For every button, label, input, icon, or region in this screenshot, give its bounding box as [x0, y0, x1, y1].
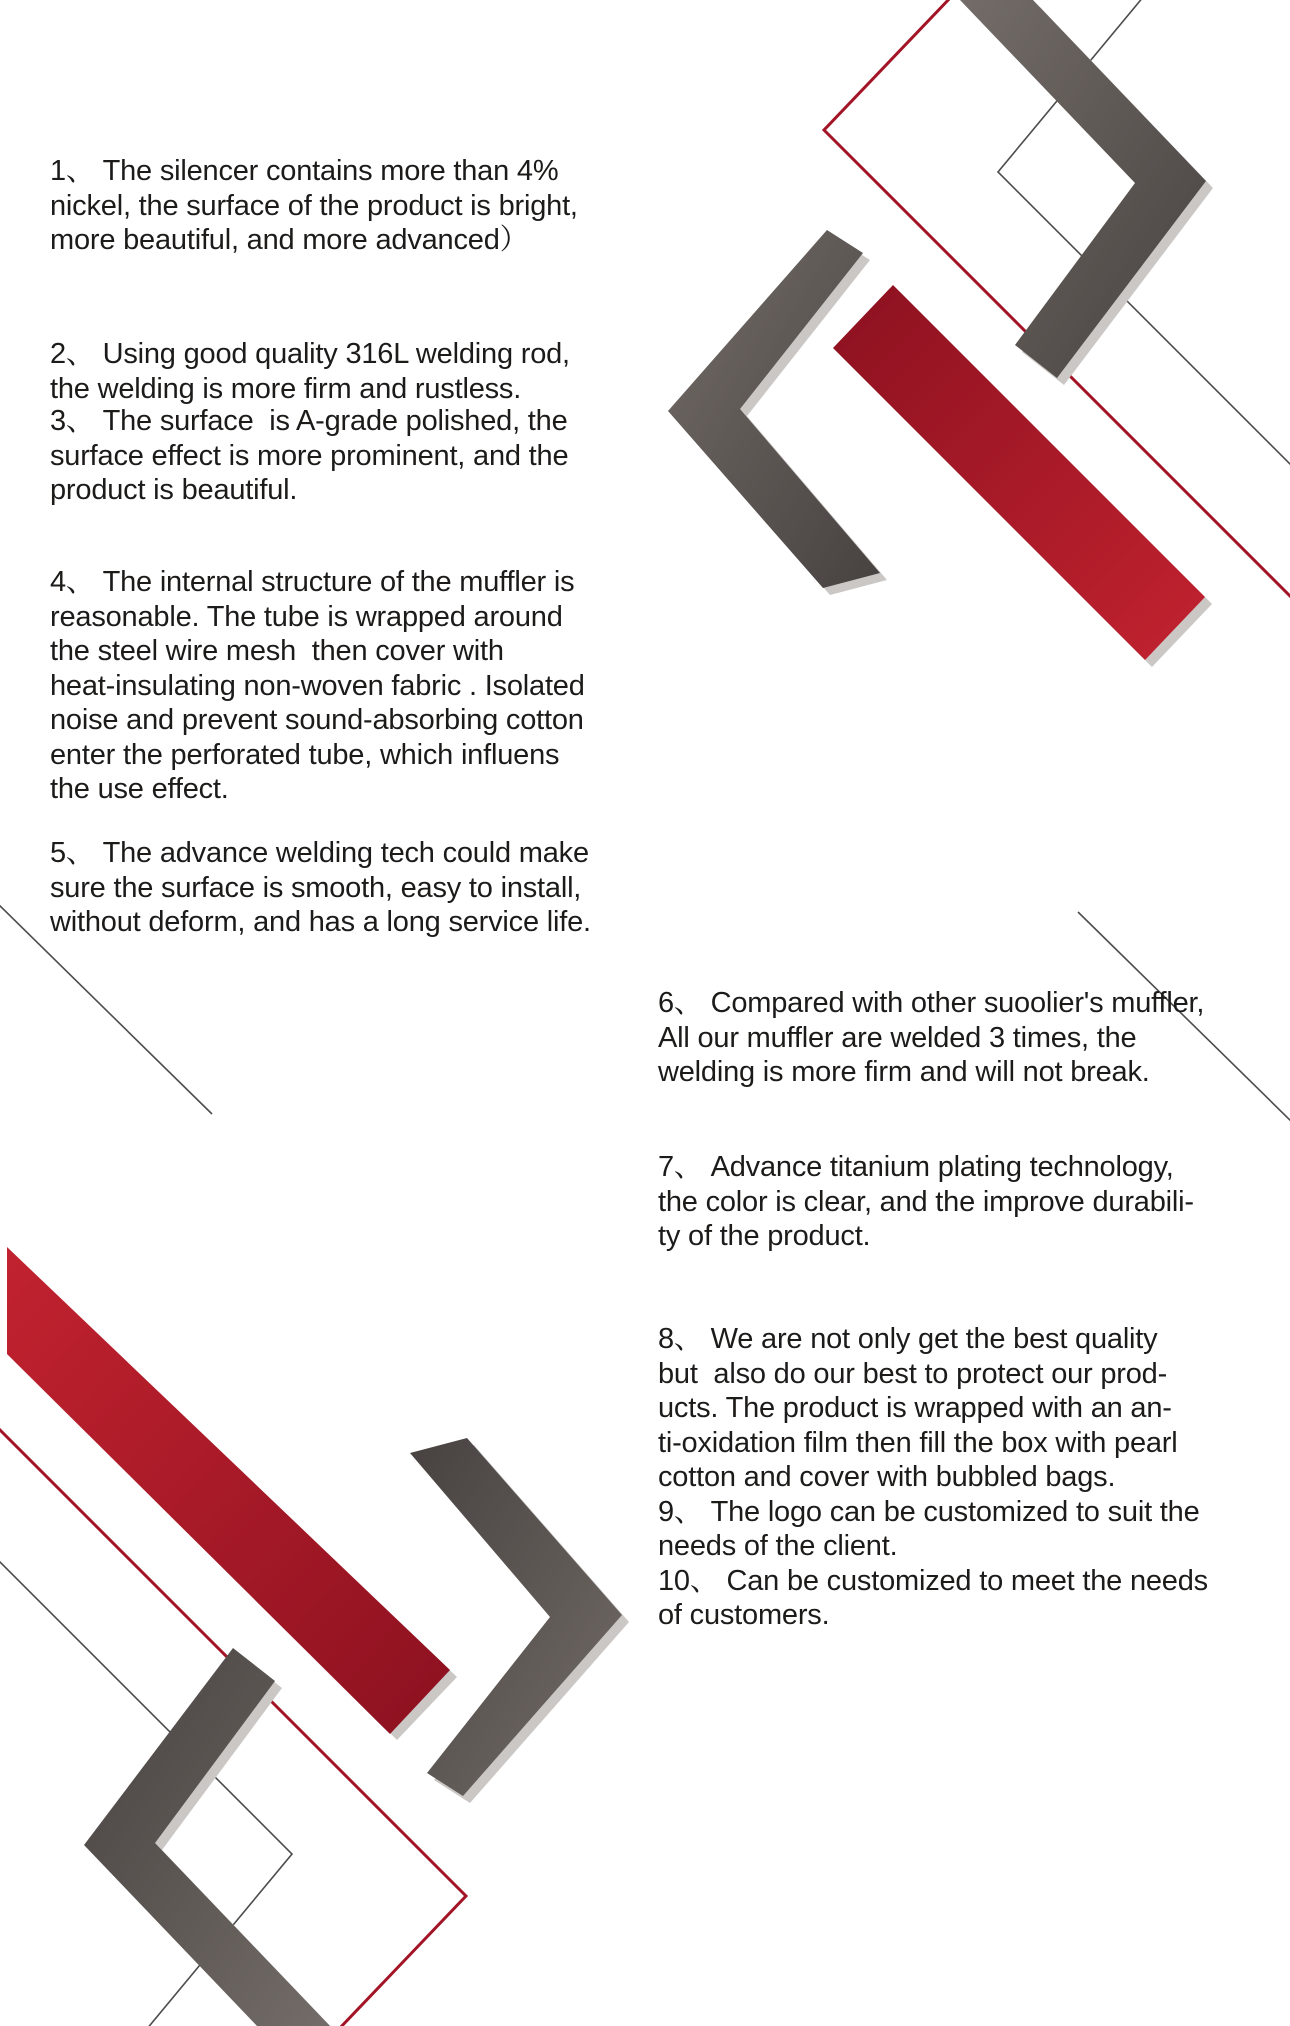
paragraph-line: 3、 The surface is A-grade polished, the: [50, 405, 568, 437]
paragraph-line: but also do our best to protect our prod-: [658, 1357, 1168, 1390]
paragraph-line: enter the perforated tube, which influens: [50, 738, 560, 771]
gray-chevron-top-right-outer: [960, 0, 1206, 378]
paragraph-line: 10、 Can be customized to meet the needs: [658, 1564, 1208, 1597]
paragraph-1: [50, 154, 690, 258]
paragraph-line: the welding is more firm and rustless.: [50, 372, 522, 405]
paragraph-8-9-10: [658, 1322, 1278, 1633]
paragraph-line: sure the surface is smooth, easy to install,: [50, 871, 582, 904]
paragraph-line: 4、 The internal structure of the muffler is: [50, 566, 575, 598]
paragraph-line: 8、 We are not only get the best quality: [658, 1323, 1158, 1355]
paragraph-2: [50, 337, 690, 406]
gray-chevron-bottom-left-outer: [84, 1648, 330, 2026]
paragraph-line: All our muffler are welded 3 times, the: [658, 1021, 1137, 1054]
paragraph-4: [50, 565, 690, 807]
paragraph-6: [658, 986, 1278, 1090]
paragraph-line: reasonable. The tube is wrapped around: [50, 600, 563, 633]
paragraph-3: [50, 404, 690, 508]
paragraph-line: the color is clear, and the improve durabili-: [658, 1185, 1194, 1218]
paragraph-line: 6、 Compared with other suoolier's muffler,: [658, 987, 1205, 1019]
paragraph-line: nickel, the surface of the product is bright,: [50, 189, 578, 222]
paragraph-line: without deform, and has a long service life.: [50, 906, 591, 938]
paragraph-line: the steel wire mesh then cover with: [50, 635, 504, 667]
paragraph-7: [658, 1150, 1278, 1254]
paragraph-line: ucts. The product is wrapped with an an-: [658, 1392, 1172, 1424]
paragraph-line: 2、 Using good quality 316L welding rod,: [50, 338, 570, 370]
paragraph-line: needs of the client.: [658, 1530, 898, 1562]
paragraph-line: heat-insulating non-woven fabric . Isolated: [50, 669, 585, 702]
paragraph-line: product is beautiful.: [50, 474, 298, 506]
paragraph-line: surface effect is more prominent, and the: [50, 439, 569, 472]
paragraph-line: of customers.: [658, 1599, 830, 1631]
paragraph-line: cotton and cover with bubbled bags.: [658, 1461, 1116, 1493]
paragraph-5: [50, 836, 690, 940]
paragraph-line: more beautiful, and more advanced）: [50, 224, 529, 256]
paragraph-line: 7、 Advance titanium plating technology,: [658, 1151, 1174, 1183]
paragraph-line: noise and prevent sound-absorbing cotton: [50, 704, 584, 736]
paragraph-line: welding is more firm and will not break.: [658, 1056, 1150, 1088]
paragraph-line: 5、 The advance welding tech could make: [50, 837, 589, 869]
paragraph-line: the use effect.: [50, 773, 229, 805]
paragraph-line: 9、 The logo can be customized to suit the: [658, 1495, 1200, 1528]
paragraph-line: ti-oxidation film then fill the box with pearl: [658, 1426, 1178, 1459]
paragraph-line: ty of the product.: [658, 1220, 871, 1252]
paragraph-line: 1、 The silencer contains more than 4%: [50, 155, 559, 187]
